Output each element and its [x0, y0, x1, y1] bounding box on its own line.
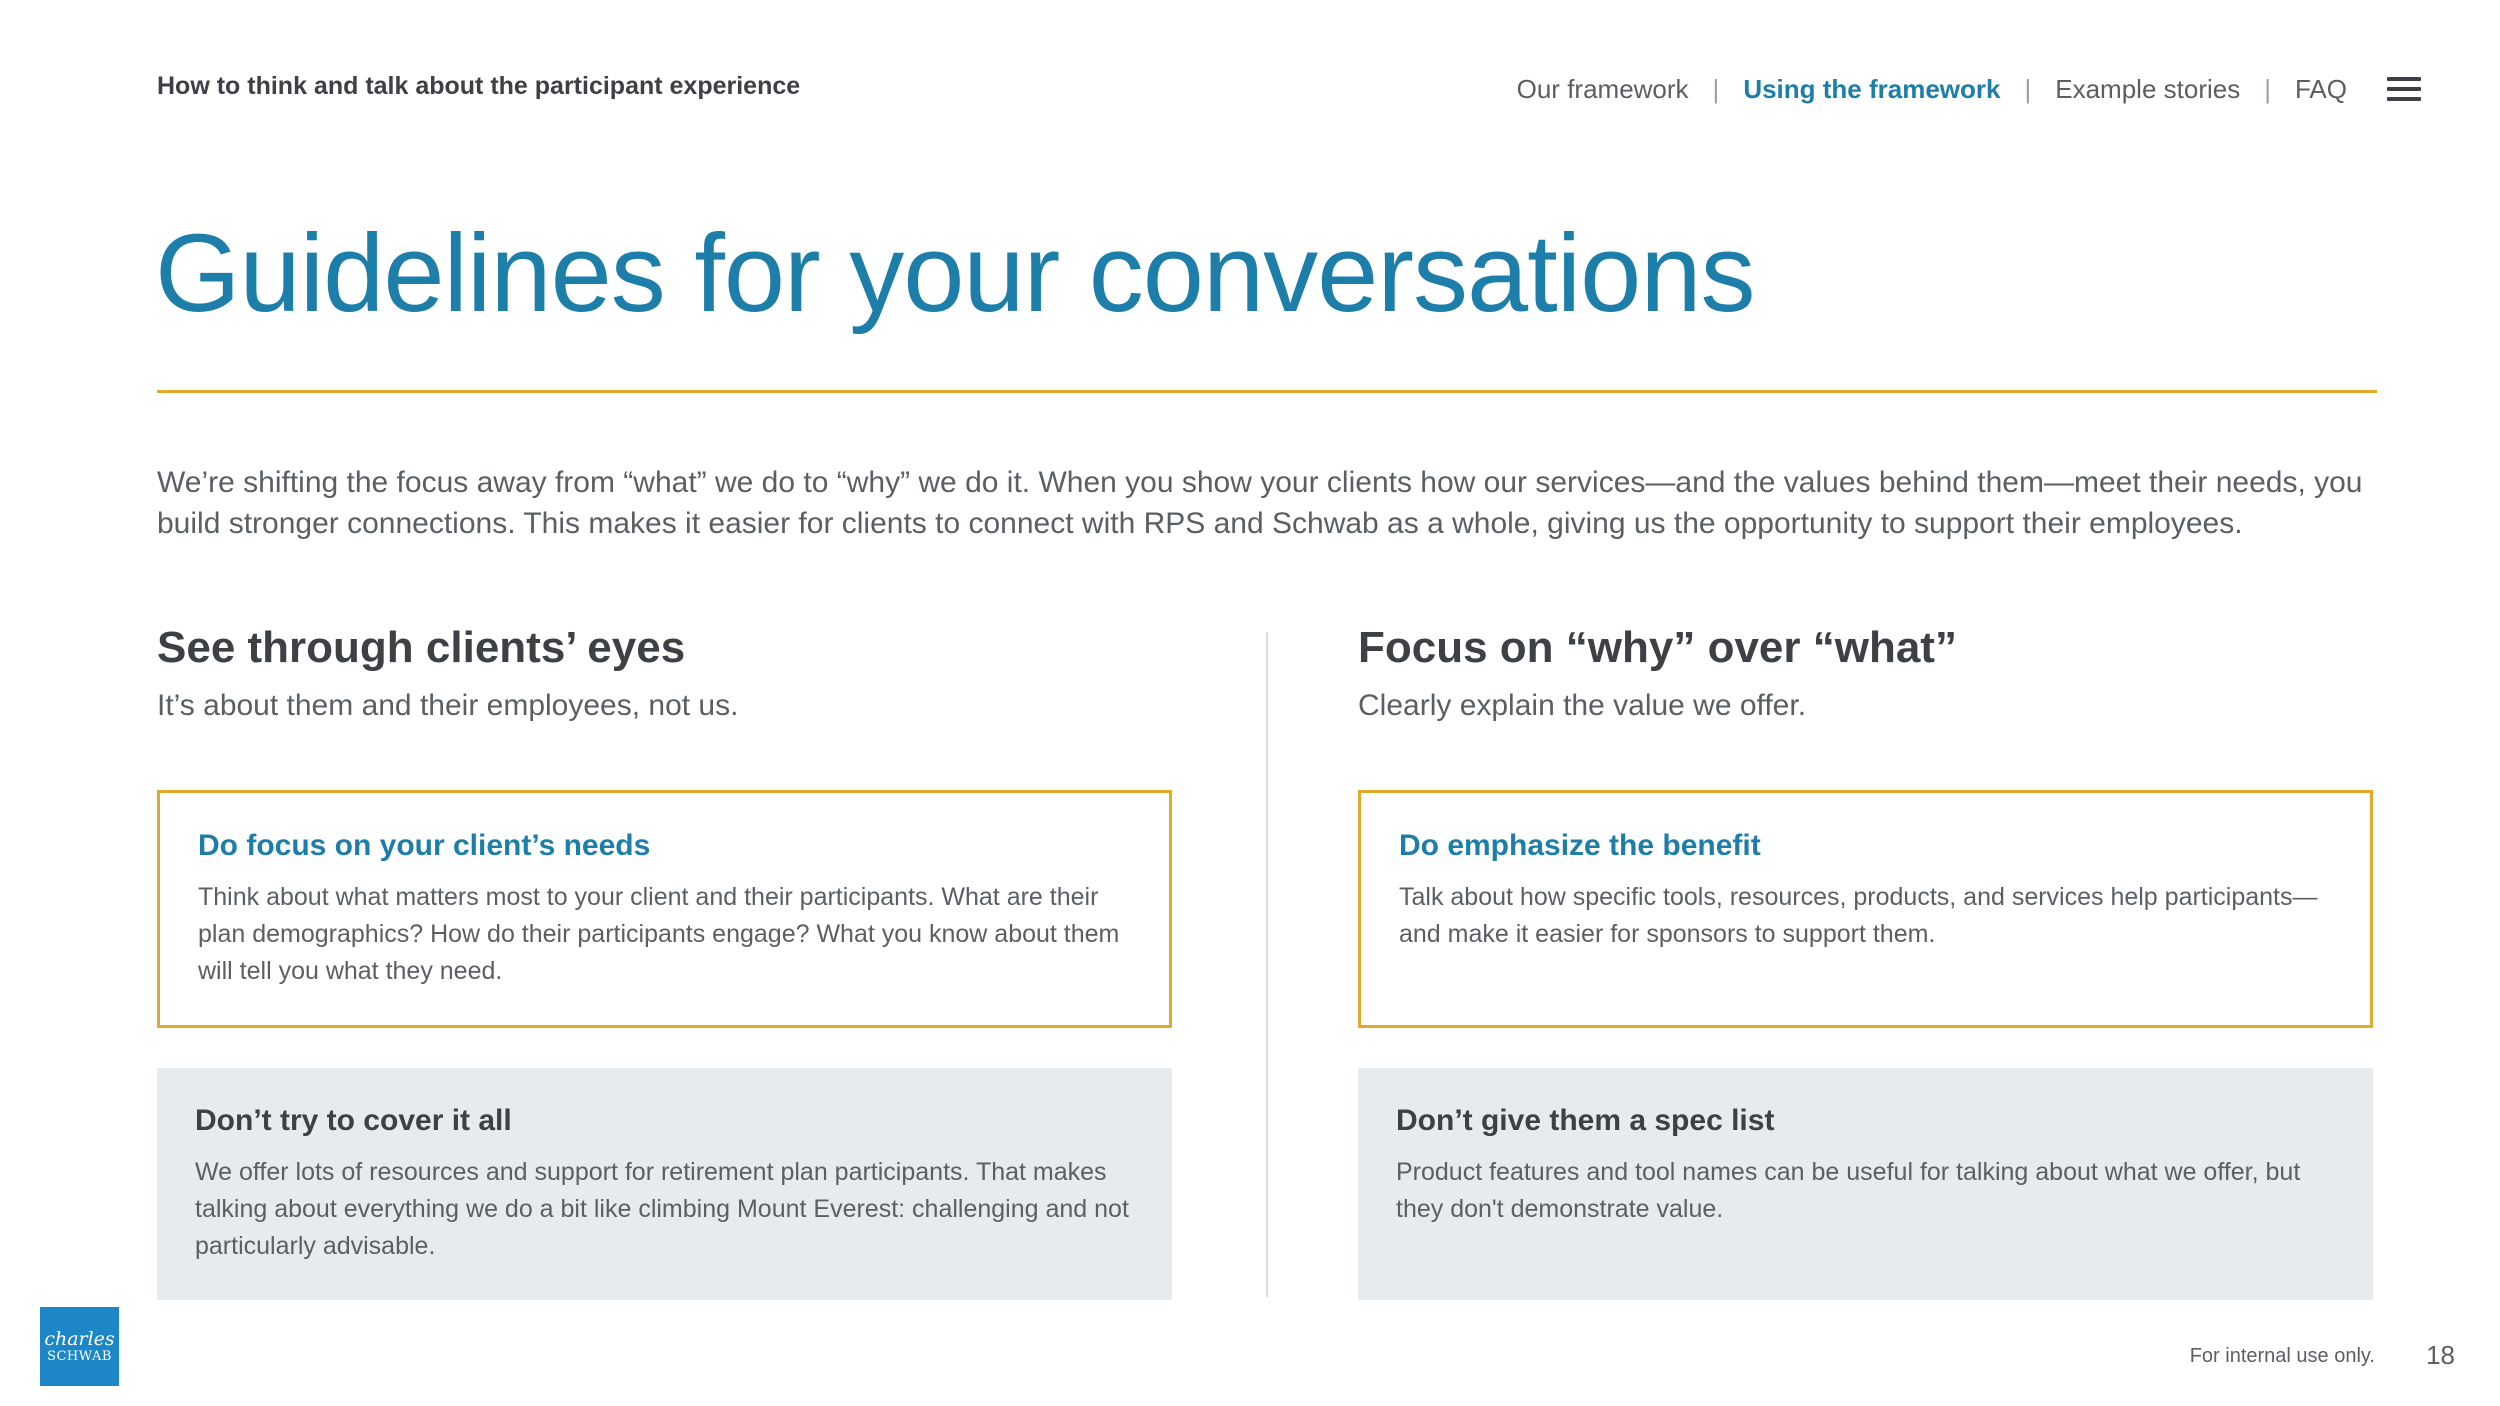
do-card-body: Talk about how specific tools, resources, products, and services help participants—and make it easier for sponsors to support them. [1399, 883, 2318, 948]
document-section-title: How to think and talk about the participant experience [157, 72, 801, 100]
do-card-emphasize-benefit [1358, 790, 2373, 1028]
nav-separator: | [2024, 73, 2032, 104]
do-card-title: Do emphasize the benefit [1399, 829, 1761, 862]
dont-card-cover-it-all [157, 1068, 1172, 1300]
do-card-title: Do focus on your client’s needs [198, 829, 651, 862]
logo-text-schwab: SCHWAB [47, 1348, 112, 1364]
column-subheading: Clearly explain the value we offer. [1358, 689, 1807, 722]
charles-schwab-logo [40, 1307, 119, 1386]
nav-our-framework[interactable]: Our framework [1516, 73, 1689, 104]
column-divider [1266, 632, 1268, 1297]
hamburger-menu-icon[interactable] [2387, 77, 2421, 101]
page-number: 18 [2426, 1340, 2455, 1370]
dont-card-title: Don’t try to cover it all [195, 1104, 512, 1137]
nav-separator: | [2264, 73, 2271, 104]
nav-using-the-framework[interactable]: Using the framework [1743, 73, 2001, 104]
dont-card-title: Don’t give them a spec list [1396, 1104, 1775, 1137]
nav-faq[interactable]: FAQ [2294, 73, 2347, 104]
column-see-through-clients-eyes [157, 620, 1172, 726]
nav-example-stories[interactable]: Example stories [2055, 73, 2241, 104]
column-heading: See through clients’ eyes [157, 623, 686, 672]
intro-paragraph: We’re shifting the focus away from “what” we do to “why” we do it. When you show your clients how our services—and the values behind them—meet their needs, you build stronger connections. This makes it easier for clients to connect with RPS and Schwab as a whole, giving us the opportunity to support their employees. [157, 466, 2363, 540]
internal-use-note: For internal use only. [2189, 1345, 2375, 1367]
page-title: Guidelines for your conversations [155, 212, 1755, 335]
column-subheading: It’s about them and their employees, not us. [157, 689, 739, 722]
nav-separator: | [1712, 73, 1720, 104]
dont-card-body: Product features and tool names can be useful for talking about what we offer, but they don't demonstrate value. [1396, 1158, 2301, 1223]
title-divider [157, 390, 2377, 393]
do-card-focus-on-needs [157, 790, 1172, 1028]
column-heading: Focus on “why” over “what” [1358, 623, 1957, 672]
do-card-body: Think about what matters most to your client and their participants. What are their plan demographics? How do their participants engage? What you know about them will tell you what they need. [198, 883, 1120, 985]
dont-card-body: We offer lots of resources and support for retirement plan participants. That makes talking about everything we do a bit like climbing Mount Everest: challenging and not particularly advisable. [195, 1158, 1129, 1260]
column-focus-on-why [1358, 620, 2373, 726]
dont-card-spec-list [1358, 1068, 2373, 1300]
top-navigation [1517, 64, 2421, 114]
logo-text-charles: charles [44, 1327, 115, 1350]
